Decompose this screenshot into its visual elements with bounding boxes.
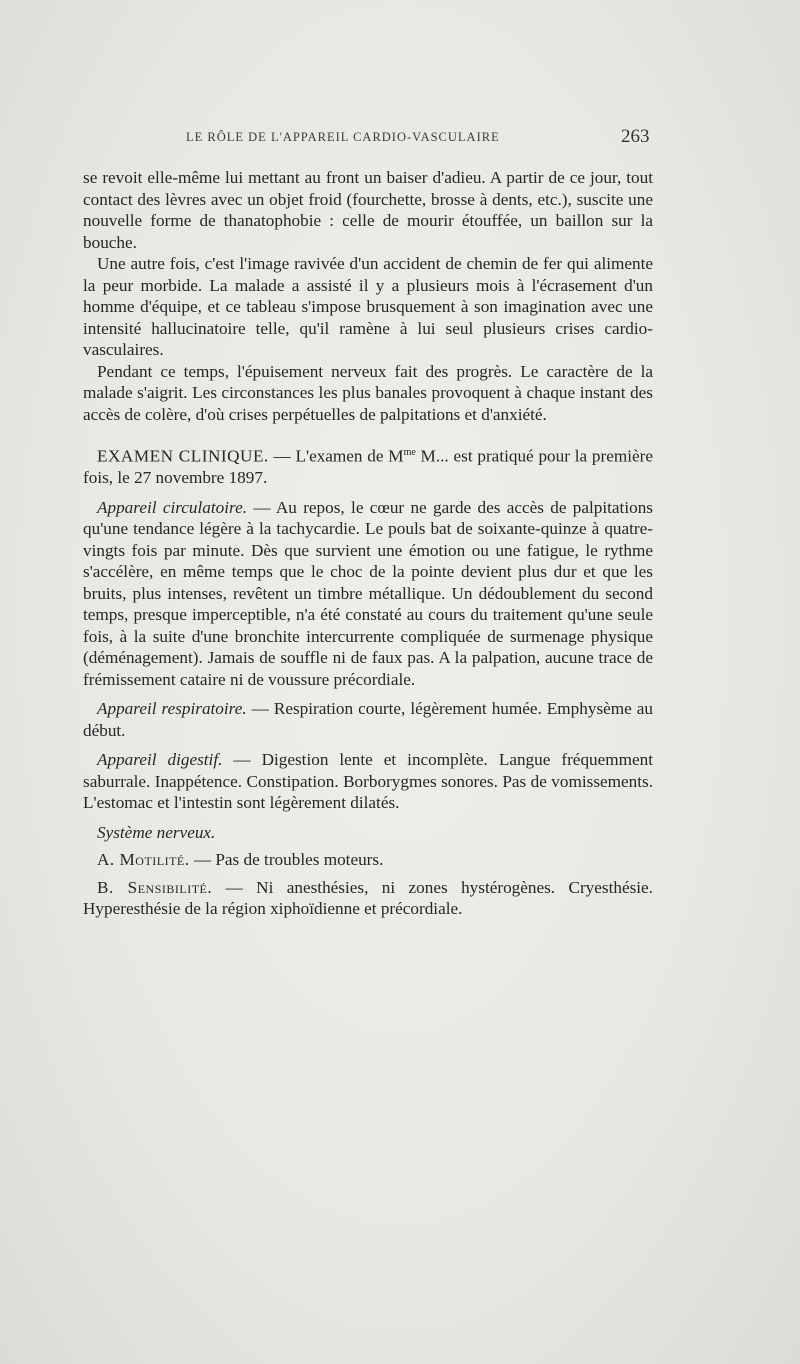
circulatory-label: Appareil circulatoire. [97, 497, 247, 517]
motility-text: — Pas de troubles moteurs. [189, 850, 384, 870]
nervous-system-heading [83, 822, 653, 844]
digestive-label: Appareil digestif. [97, 750, 223, 770]
respiratory-text: — Respiration courte, légèrement humée. Emphysème au début. [83, 699, 653, 740]
clinical-exam-superscript: me [403, 447, 416, 458]
clinical-exam-text-a: — L'examen de M [268, 446, 404, 466]
sensibility-label: B. Sensibilité. [97, 877, 213, 897]
paragraph-accident: Une autre fois, c'est l'image ravivée d'un accident de chemin de fer qui alimente la peur morbide. La malade a assisté il y a plusieurs mois à l'écrasement d'un homme d'équipe, et ce tableau s'impose brusquement à son imagination avec une intensité hallucinatoire telle, qu'il ramène à lui seul plusieurs crises cardio-vasculaires. [83, 254, 653, 359]
respiratory-label: Appareil respiratoire. [97, 699, 247, 719]
running-title: LE RÔLE DE L'APPAREIL CARDIO-VASCULAIRE [186, 130, 500, 144]
nervous-system-label: Système nerveux. [97, 822, 216, 842]
paragraph-exhaustion: Pendant ce temps, l'épuisement nerveux fait des progrès. Le caractère de la malade s'aigrit. Les circonstances les plus banales provoquent à chaque instant des accès de colère, d'où crises perpétuelles de palpitations et d'anxiété. [83, 361, 653, 424]
paragraph-digestive [83, 749, 653, 814]
paragraph-motility [83, 849, 653, 871]
page-number: 263 [621, 126, 650, 147]
circulatory-text: — Au repos, le cœur ne garde des accès de palpitations qu'une tendance légère à la tachycardie. Le pouls bat de soixante-quinze à quatre-vingts fois par minute. Dès que survient une émotion ou une fatigue, le rythme s'accélère, en même temps que le choc de la pointe devient plus dur et que les bruits, plus intenses, revêtent un timbre métallique. Un dédoublement du second temps, presque imperceptible, n'a été constaté au cours du traitement qu'une seule fois, à la suite d'une bronchite intercurrente compliquée de surmenage physique (déménagement). Jamais de souffle ni de faux pas. A la palpation, aucune trace de frémissement cataire ni de voussure précordiale. [83, 497, 653, 689]
digestive-text: — Digestion lente et incomplète. Langue fréquemment saburrale. Inappétence. Constipation. Borborygmes sonores. Pas de vomissements. L'estomac et l'intestin sont légèrement dilatés. [83, 750, 653, 813]
motility-label: A. Motilité. [97, 850, 190, 870]
page-header [0, 126, 800, 150]
clinical-exam-heading: EXAMEN CLINIQUE. [97, 446, 269, 466]
sensibility-text: — Ni anesthésies, ni zones hystérogènes. Cryesthésie. Hyperesthésie de la région xiphoïdienne et précordiale. [83, 877, 653, 919]
paragraph-sensibility [83, 877, 653, 920]
clinical-exam-text-b: M... est pratiqué pour la première fois, le 27 novembre 1897. [83, 446, 653, 488]
paragraph-circulatory [83, 497, 653, 691]
paragraph-clinical-exam [83, 442, 653, 489]
body-text [83, 167, 653, 920]
paragraph-respiratory [83, 698, 653, 741]
paragraph-continuation: se revoit elle-même lui mettant au front un baiser d'adieu. A partir de ce jour, tout contact des lèvres avec un objet froid (fourchette, brosse à dents, etc.), suscite une nouvelle forme de thanatophobie : celle de mourir étouffée, un baillon sur la bouche. [83, 168, 653, 252]
